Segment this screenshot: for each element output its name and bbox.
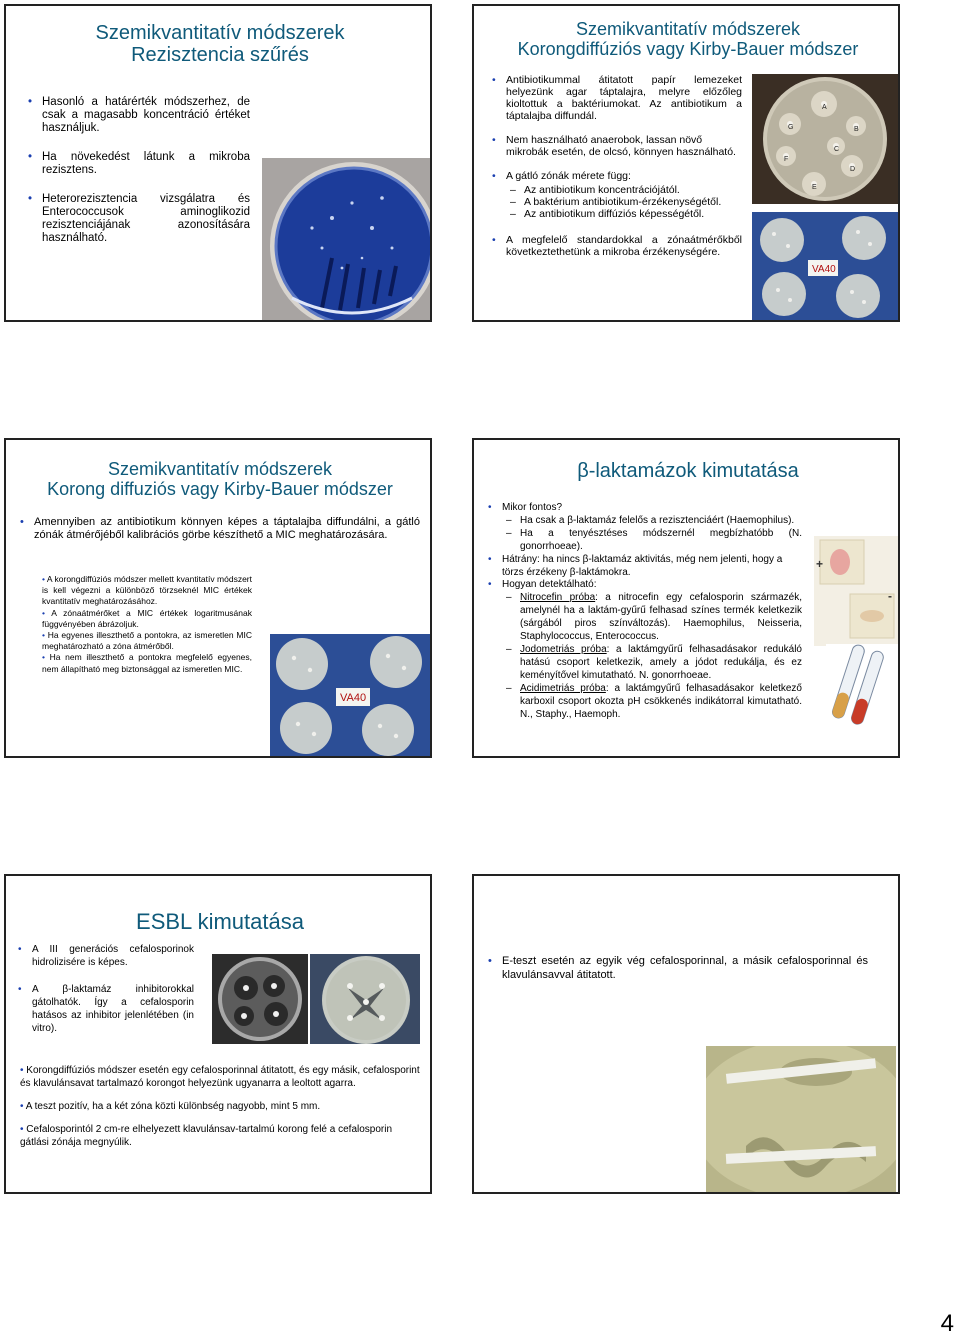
page-number: 4 [940, 1310, 954, 1337]
note-text: A zónaátmérőket a MIC értékek logaritmusának függvényében ábrázoljuk. [42, 607, 252, 629]
antibiotic-disc-plate-photo [752, 74, 898, 204]
slide-title: ESBL kimutatása [136, 909, 304, 934]
esbl-plate-illustration-2 [310, 954, 420, 1044]
plate-letter: D [850, 166, 856, 173]
bullet-list [488, 954, 868, 982]
sub-bullet: – A baktérium antibiotikum-érzékenységétől. [492, 196, 742, 208]
slide-beta-laktamaz [472, 438, 900, 758]
e-test-illustration [706, 1046, 896, 1192]
bullet-dot: • [42, 630, 48, 641]
bullet-list [488, 502, 802, 721]
note-text: A teszt pozitív, ha a két zóna közti különbség nagyobb, mint 5 mm. [25, 1101, 321, 1112]
bullet: • Heterorezisztencia vizsgálatra és Enterococcusok aminoglikozid rezisztenciájának azonosítására használható. [28, 193, 250, 245]
slide-korong-diffuzios-mic [4, 438, 432, 758]
method-name: Jodometriás próba [520, 643, 607, 655]
slide-title [6, 22, 432, 66]
method-name: Nitrocefin próba [520, 592, 596, 604]
nitrocefin-cards-illustration [814, 536, 898, 646]
slide-e-teszt [472, 874, 900, 1194]
bullet-list [18, 944, 194, 1035]
note [42, 574, 252, 608]
negative-sign: - [888, 589, 892, 603]
bullet: • Ha növekedést látunk a mikroba rezisztens. [28, 151, 250, 177]
note [42, 652, 252, 674]
bullet: • Hasonló a határérték módszerhez, de csak a magasabb koncentráció értéket használjuk. [28, 96, 250, 135]
title-line-1: Szemikvantitatív módszerek [575, 19, 801, 39]
title-line-1: Szemikvantitatív módszerek [95, 22, 345, 44]
sub-bullet-jodometrias [488, 644, 802, 683]
plate-letter: C [834, 146, 840, 153]
test-tubes-illustration [826, 644, 898, 728]
plate-letter: G [788, 124, 794, 131]
title-line-2: Rezisztencia szűrés [131, 44, 309, 66]
plate-letter: F [784, 156, 789, 163]
sub-bullet: – Ha a tenyésztéses módszernél megbízhatóbb (N. gonorrhoeae). [488, 528, 802, 554]
bullet: • Nem használható anaerobok, lassan növő mikrobák esetén, de olcsó, könnyen használható. [492, 134, 742, 158]
plate-label: VA40 [812, 264, 836, 275]
bullet-dot: • [42, 607, 52, 618]
bullet-dot: • [20, 1065, 27, 1076]
sub-bullet-nitrocefin [488, 592, 802, 644]
bullet: • Mikor fontos? [488, 502, 802, 515]
e-test-strips-photo [706, 1046, 896, 1192]
test-tubes-photo [826, 644, 898, 728]
note [20, 1064, 420, 1090]
method-text: : a laktámgyűrű felhasadásakor keletkező karboxil csoport okozta pH csökkenés indikátorral kimutatható. N., Staphy., Haemoph. [520, 682, 802, 720]
esbl-notes [20, 1064, 420, 1149]
mueller-hinton-plates-photo [752, 212, 898, 322]
positive-sign: + [816, 557, 824, 571]
four-plates-illustration [270, 634, 432, 758]
bullet: • Hátrány: ha nincs β-laktamáz aktivitás, még nem jelenti, hogy a törzs érzékeny β-laktámokra. [488, 554, 802, 580]
bullet-list [492, 74, 742, 258]
note-text: Korongdiffúziós módszer esetén egy cefalosporinnal átitatott, és egy másik, cefalosporint és klavulánsavat tartalmazó korongot helyezünk ugyanarra a leoltott agarra. [20, 1065, 420, 1089]
bullet-dot: • [20, 1124, 27, 1135]
sub-bullet: – Az antibiotikum diffúziós képességétől. [492, 208, 742, 220]
bullet: • A β-laktamáz inhibitorokkal gátolhatók. Így a cefalosporin hatásos az inhibitor jelenlétében (in vitro). [18, 984, 194, 1036]
agar-plate-illustration [262, 158, 432, 322]
nitrocefin-test-cards-photo [814, 536, 898, 646]
bullet-dot: • [20, 1101, 26, 1112]
plate-letter: B [854, 126, 859, 133]
bullet: • A gátló zónák mérete függ: [492, 170, 742, 182]
esbl-plate-illustration [212, 954, 308, 1044]
plate-letter: E [812, 184, 817, 191]
slide-title [474, 20, 900, 60]
mic-notes [42, 574, 252, 675]
note [20, 1100, 420, 1113]
sub-bullet: – Ha csak a β-laktamáz felelős a rezisztenciáért (Haemophilus). [488, 515, 802, 528]
sub-bullet: – Az antibiotikum koncentrációjától. [492, 184, 742, 196]
esbl-plate-photo-1 [212, 954, 308, 1044]
bullet-list [28, 96, 250, 245]
method-name: Acidimetriás próba [520, 682, 606, 694]
title-line-2: Korong diffuziós vagy Kirby-Bauer módszer [47, 478, 393, 499]
bullet: • Hogyan detektálható: [488, 579, 802, 592]
mueller-hinton-plates-photo [270, 634, 432, 758]
note-text: Cefalosporintól 2 cm-re elhelyezett klavulánsav-tartalmú korong felé a cefalosporin gátlási zónája megnyúlik. [20, 1124, 393, 1148]
esbl-plate-photo-2 [310, 954, 420, 1044]
slide-title [6, 460, 432, 500]
four-plates-illustration [752, 212, 898, 322]
bullet-dot: • [42, 652, 50, 663]
plate-label: VA40 [340, 692, 367, 704]
plate-letter: A [822, 104, 827, 111]
note [42, 608, 252, 630]
bullet: • E-teszt esetén az egyik vég cefalosporinnal, a másik cefalosporinnal és klavulánsavval átitatott. [488, 954, 868, 982]
note-text: Ha egyenes illeszthető a pontokra, az ismeretlen MIC meghatározható a zóna átmérőből. [42, 630, 252, 652]
bullet: • Antibiotikummal átitatott papír lemezeket helyezünk agar táptalajra, melyre előzőleg kioltottuk a baktériumokat. Az antibiotikum a táptalajba diffundál. [492, 74, 742, 122]
disc-plate-illustration [752, 74, 898, 204]
slide-rezisztencia-szures [4, 4, 432, 322]
note [20, 1123, 420, 1149]
method-text: : a laktámgyűrű felhasadásakor redukáló hatású csoport keletkezik, amely a jódot redukálja, és ez keményítővel kimutatható. N. gonorrhoeae. [520, 643, 802, 681]
bullet: • Amennyiben az antibiotikum könnyen képes a táptalajba diffundálni, a gátló zónák átmérőjéből kalibrációs görbe készíthető a MIC meghatározására. [20, 516, 420, 542]
note-text: A korongdiffúziós módszer mellett kvantitatív módszert is kell végezni a különböző törzseknél MIC értékek kvantitatív meghatározásához. [42, 574, 252, 607]
sub-bullet-acidimetrias [488, 683, 802, 722]
slide-title: β-laktamázok kimutatása [577, 460, 799, 482]
agar-plate-photo [262, 158, 432, 322]
slide-korongdiffuzios-modszer [472, 4, 900, 322]
bullet-dot: • [42, 574, 47, 584]
title-line-2: Korongdiffúziós vagy Kirby-Bauer módszer [517, 38, 859, 59]
title-line-1: Szemikvantitatív módszerek [107, 459, 333, 479]
note-text: Ha nem illeszthető a pontokra megfelelő egyenes, nem állapítható meg biztonsággal az ismeretlen MIC. [42, 652, 253, 674]
note [42, 630, 252, 652]
slide-esbl-kimutatasa [4, 874, 432, 1194]
bullet-list [20, 516, 420, 542]
method-text: : a nitrocefin egy cefalosporin származék, amelynél ha a laktám-gyűrű felhasad színes termék keletkezik (sárgából piros színváltozás). Haemophilus, Neisseria, Staphylococcus, Enterococcus. [520, 592, 802, 643]
bullet: • A megfelelő standardokkal a zónaátmérőkből következtethetünk a mikroba érzékenységére. [492, 234, 742, 258]
bullet: • A III generációs cefalosporinok hidrolizisére is képes. [18, 944, 194, 970]
